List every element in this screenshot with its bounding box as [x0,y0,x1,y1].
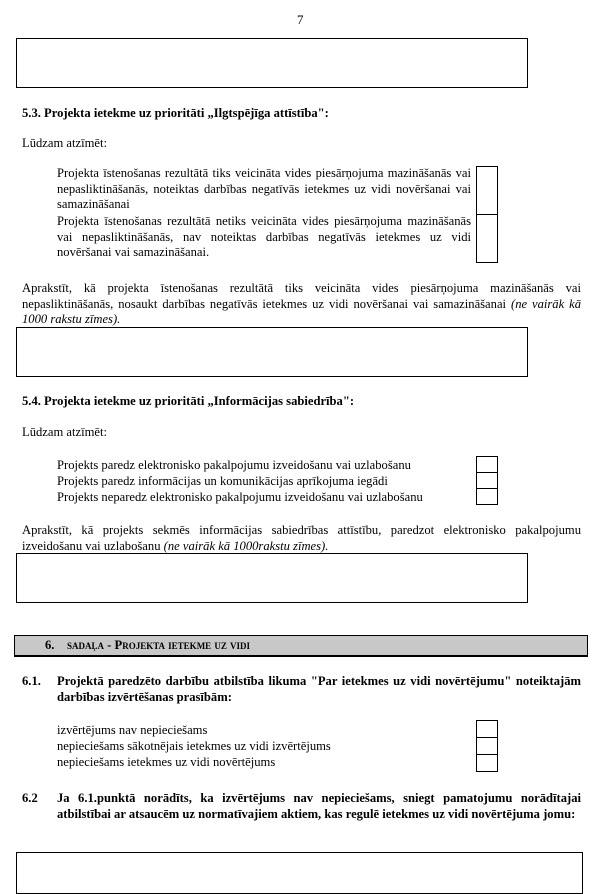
question-6-1-option-2-label: nepieciešams sākotnējais ietekmes uz vidi izvērtējums [57,739,331,753]
section-5-4-option-2-checkbox[interactable] [476,472,498,489]
section-5-3-description [22,281,581,328]
question-6-2-text: Ja 6.1.punktā norādīts, ka izvērtējums nav nepieciešams, sniegt pamatojumu norādītajai atbilstībai ar atsaucēm uz normatīvajiem aktiem, kas regulē ietekmes uz vidi novērtējuma jomu: [57,791,581,821]
question-6-2-number: 6.2 [22,791,38,805]
section-5-3-description-note: (ne vairāk kā 1000 rakstu zīmes). [22,296,582,326]
question-6-2-text-box[interactable] [16,852,583,894]
section-5-3-option-1-checkbox[interactable] [476,166,498,215]
section-5-4-option-3-label: Projekts neparedz elektronisko pakalpojumu izveidošanu vai uzlabošanu [57,490,423,504]
section-5-4-description [22,523,581,554]
question-6-1-option-2-checkbox[interactable] [476,737,498,755]
section-5-3-text-box[interactable] [16,327,528,377]
section-6-title: sadaļa - Projekta ietekme uz vidi [67,638,250,652]
section-5-4-text-box[interactable] [16,553,528,603]
question-6-1-option-3-checkbox[interactable] [476,754,498,772]
section-5-4-heading: 5.4. Projekta ietekme uz prioritāti „Informācijas sabiedrība": [22,394,355,408]
section-5-4-description-text: Aprakstīt, kā projekts sekmēs informācijas sabiedrības attīstību, paredzot elektronisko pakalpojumu izveidošanu vai uzlabošanu [22,523,581,553]
question-6-1-number: 6.1. [22,674,41,688]
previous-text-box[interactable] [16,38,528,88]
section-5-3-option-2-checkbox[interactable] [476,214,498,263]
section-5-3-heading: 5.3. Projekta ietekme uz prioritāti „Ilgtspējīga attīstība": [22,106,329,120]
section-5-4-option-1-checkbox[interactable] [476,456,498,473]
question-6-1-option-1-label: izvērtējums nav nepieciešams [57,723,208,737]
page-number: 7 [297,12,304,27]
section-5-4-option-2-label: Projekts paredz informācijas un komunikācijas aprīkojuma iegādi [57,474,388,488]
section-5-3-option-2-label: Projekta īstenošanas rezultātā netiks veicināta vides piesārņojuma mazināšanās vai nepasliktināšanās, nav noteiktas darbības negatīvās ietekmes uz vidi novēršanai vai samazināšanai. [57,214,471,259]
question-6-1-option-3-label: nepieciešams ietekmes uz vidi novērtējums [57,755,276,769]
question-6-1-text: Projektā paredzēto darbību atbilstība likuma "Par ietekmes uz vidi novērtējumu" noteiktajām darbības izvērtēšanas prasībām: [57,674,581,704]
section-5-4-instruction: Lūdzam atzīmēt: [22,425,107,439]
question-6-1-option-1-checkbox[interactable] [476,720,498,738]
section-5-3-instruction: Lūdzam atzīmēt: [22,136,107,150]
section-6-divider [14,656,588,657]
section-6-number: 6. [45,638,55,652]
section-5-4-description-note: (ne vairāk kā 1000rakstu zīmes). [163,538,329,553]
section-5-3-description-text: Aprakstīt, kā projekta īstenošanas rezultātā tiks veicināta vides piesārņojuma mazināšanās vai nepasliktināšanās, nosaukt darbības negatīvās ietekmes uz vidi novēršanai vai samazināšanai [22,281,581,311]
section-5-3-option-1-label: Projekta īstenošanas rezultātā tiks veicināta vides piesārņojuma mazināšanās vai nepasliktināšanās, noteiktas darbības negatīvās ietekmes uz vidi novēršanai vai samazināšanai [57,166,471,211]
section-5-4-option-1-label: Projekts paredz elektronisko pakalpojumu izveidošanu vai uzlabošanu [57,458,411,472]
section-6-header [14,635,588,656]
section-5-4-option-3-checkbox[interactable] [476,488,498,505]
